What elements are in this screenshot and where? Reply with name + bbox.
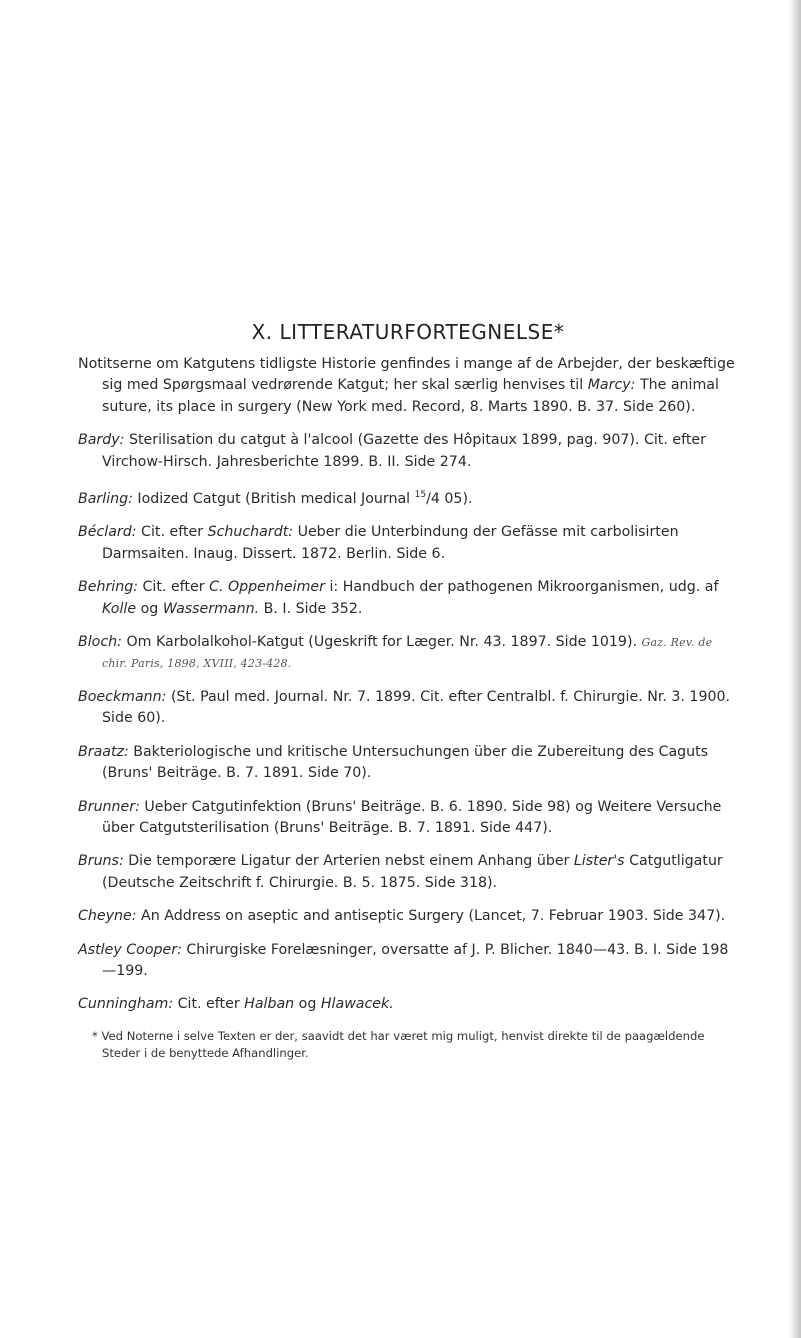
author-name: Astley Cooper:	[78, 941, 182, 958]
entry-text: Iodized Catgut (British medical Journal	[132, 491, 415, 508]
intro-citation: The animal suture, its place in surgery (New York med. Record, 8. Marts 1890. B. 37. Side 260).	[102, 377, 719, 415]
entry-text: Catgutligatur (Deutsche Zeitschrift f. Chirurgie. B. 5. 1875. Side 318).	[102, 853, 723, 891]
entry-text: B. I. Side 352.	[259, 600, 363, 617]
author-name: Cheyne:	[78, 908, 137, 925]
entry-text: og	[294, 996, 321, 1013]
entry-cunningham	[78, 994, 738, 1015]
date-superscript: 15	[414, 490, 427, 501]
handwritten-annotation: Gaz. Rev. de chir. Paris, 1898, XVIII, 423-428.	[102, 636, 713, 671]
entry-cooper	[78, 940, 738, 983]
entry-text: Cit. efter	[138, 579, 210, 596]
author-name: Brunner:	[78, 798, 140, 815]
entry-text: Sterilisation du catgut à l'alcool (Gazette des Hôpitaux 1899, pag. 907). Cit. efter Virchow-Hirsch. Jahresberichte 1899. B. II. Side 274.	[102, 432, 706, 470]
entry-text: /4 05).	[426, 491, 473, 508]
entry-bloch	[78, 632, 738, 675]
entry-behring	[78, 577, 738, 620]
entry-text: Die temporære Ligatur der Arterien nebst einem Anhang über	[123, 853, 574, 870]
entry-text: Ueber Catgutinfektion (Bruns' Beiträge. B. 6. 1890. Side 98) og Weitere Versuche über Catgutsterilisation (Bruns' Beiträge. B. 7. 1891. Side 447).	[102, 798, 722, 836]
cited-author: Hlawacek.	[320, 996, 394, 1013]
entry-brunner	[78, 797, 738, 840]
cited-author: Schuchardt:	[207, 524, 294, 541]
bibliography-section	[78, 320, 738, 1062]
cited-author: Wassermann.	[162, 600, 260, 617]
entry-text: i: Handbuch der pathogenen Mikroorganismen, udg. af	[324, 579, 719, 596]
entry-cheyne	[78, 906, 738, 927]
entry-barling	[78, 485, 738, 510]
cited-author: Lister's	[573, 853, 625, 870]
author-name: Barling:	[78, 491, 133, 508]
page-edge-shadow	[787, 0, 801, 1338]
entry-bardy	[78, 430, 738, 473]
section-heading: X. LITTERATURFORTEGNELSE*	[251, 320, 565, 344]
author-name: Béclard:	[78, 524, 137, 541]
intro-text: Notitserne om Katgutens tidligste Historie genfindes i mange af de Arbejder, der beskæftige sig med Spørgsmaal vedrørende Katgut; her skal særlig henvises til	[78, 356, 735, 394]
entry-text: Chirurgiske Forelæsninger, oversatte af J. P. Blicher. 1840—43. B. I. Side 198—199.	[102, 941, 729, 979]
cited-author: C. Oppenheimer	[209, 579, 325, 596]
author-name: Behring:	[78, 579, 139, 596]
entry-text: Om Karbolalkohol-Katgut (Ugeskrift for Læger. Nr. 43. 1897. Side 1019).	[121, 634, 642, 651]
author-name: Bardy:	[78, 432, 125, 449]
entry-text: Cit. efter	[136, 524, 208, 541]
entry-text: Bakteriologische und kritische Untersuchungen über die Zubereitung des Caguts (Bruns' Beiträge. B. 7. 1891. Side 70).	[102, 743, 709, 782]
entry-beclard	[78, 522, 738, 565]
entry-text: An Address on aseptic and antiseptic Surgery (Lancet, 7. Februar 1903. Side 347).	[136, 908, 726, 925]
author-name: Cunningham:	[78, 996, 174, 1013]
author-marcy: Marcy:	[587, 377, 636, 394]
footnote: * Ved Noterne i selve Texten er der, saavidt det har været mig muligt, henvist direkte til de paagældende Steder i de benyttede Afhandlinger.	[92, 1028, 705, 1060]
author-name: Boeckmann:	[78, 688, 167, 705]
cited-author: Kolle	[102, 600, 137, 617]
entry-text: Ueber die Unterbindung der Gefässe mit carbolisirten Darmsaiten. Inaug. Dissert. 1872. Berlin. Side 6.	[102, 524, 679, 562]
entry-braatz	[78, 742, 738, 785]
entry-text: Cit. efter	[173, 996, 245, 1013]
entry-text: og	[136, 600, 163, 617]
cited-author: Halban	[244, 996, 295, 1013]
intro-paragraph	[78, 354, 738, 418]
entry-bruns	[78, 851, 738, 894]
entry-text: (St. Paul med. Journal. Nr. 7. 1899. Cit. efter Centralbl. f. Chirurgie. Nr. 3. 1900. Side 60).	[102, 688, 731, 727]
author-name: Bruns:	[78, 853, 124, 870]
author-name: Bloch:	[78, 634, 122, 651]
author-name: Braatz:	[78, 743, 129, 760]
entry-boeckmann	[78, 687, 738, 730]
